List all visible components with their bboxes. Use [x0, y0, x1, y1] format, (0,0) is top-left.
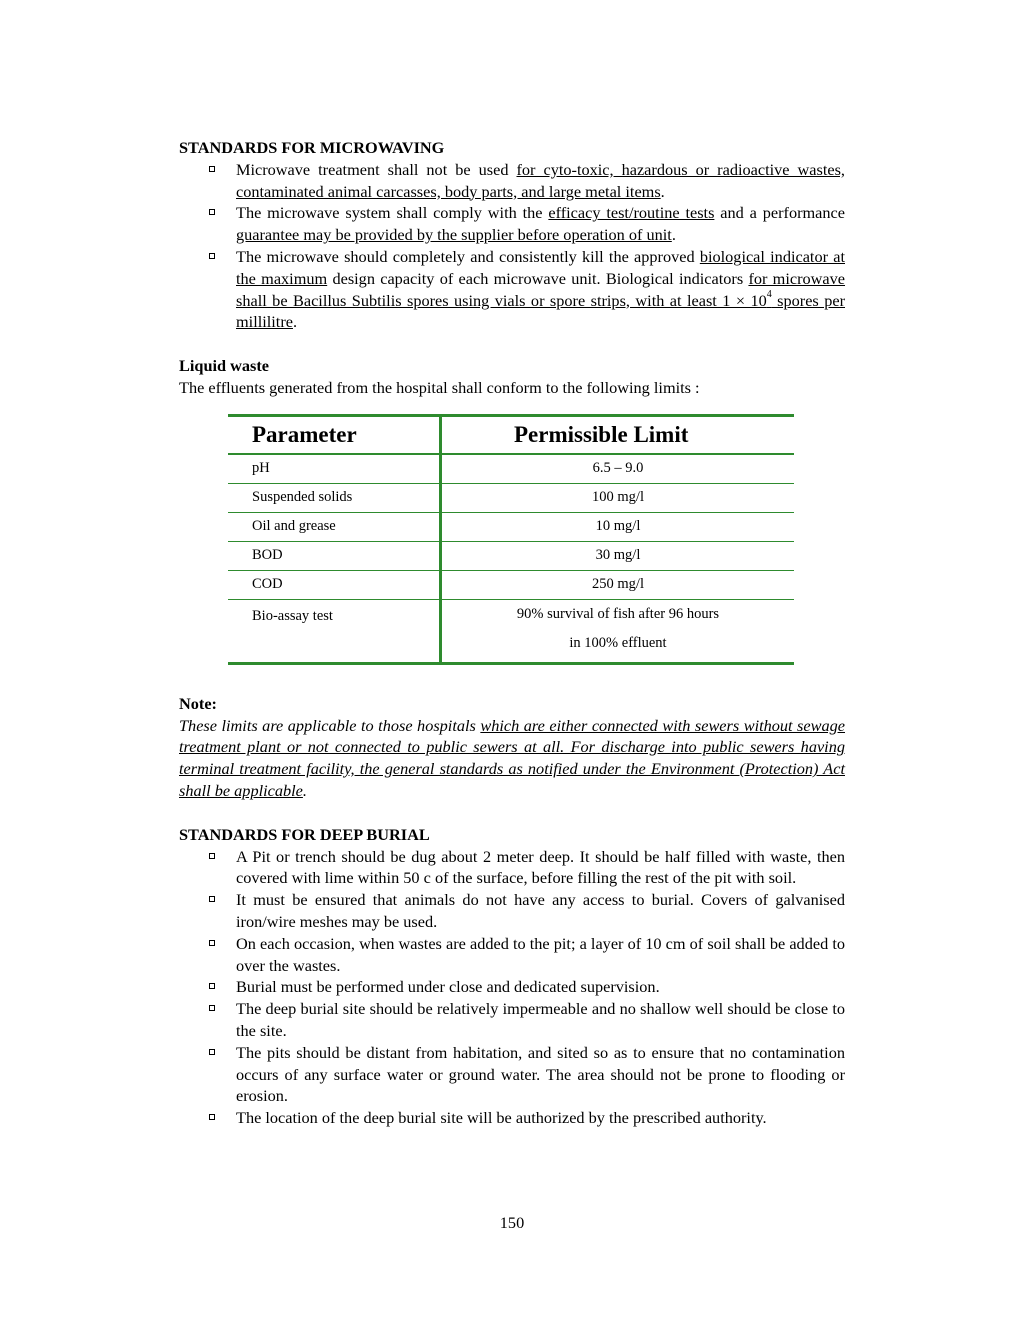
list-item-text: The deep burial site should be relatively impermeable and no shallow well should be close to the site.: [236, 999, 845, 1040]
spacer: [179, 665, 845, 693]
list-item: [179, 998, 845, 1042]
text-run: Microwave treatment shall not be used: [236, 159, 517, 179]
parameter-cell: pH: [228, 454, 441, 484]
parameter-cell: BOD: [228, 541, 441, 570]
square-bullet-icon: [209, 253, 215, 259]
list-item: [179, 202, 845, 246]
list-item-text: The pits should be distant from habitation, and sited so as to ensure that no contamination occurs of any surface water or ground water. The area should not be prone to flooding or erosion.: [236, 1042, 845, 1106]
list-item: [179, 1042, 845, 1107]
limit-cell: 250 mg/l: [441, 570, 795, 599]
deep-burial-heading: STANDARDS FOR DEEP BURIAL: [179, 824, 430, 844]
text-run: and a performance: [714, 203, 845, 223]
text-run: .: [671, 225, 676, 245]
parameter-cell: Bio-assay test: [228, 599, 441, 663]
table-header-row: [228, 415, 794, 454]
text-run: .: [302, 780, 307, 800]
spacer: [179, 802, 845, 824]
parameter-cell: Suspended solids: [228, 483, 441, 512]
underlined-text: biological indicator at the maximum: [236, 246, 845, 288]
deep-burial-list: [179, 846, 845, 1129]
microwaving-list: [179, 159, 845, 333]
list-item-text: It must be ensured that animals do not have any access to burial. Covers of galvanised iron/wire meshes may be used.: [236, 890, 845, 931]
underlined-text: for cyto-toxic, hazardous or radioactive wastes, contaminated animal carcasses, body parts, and large metal items: [236, 159, 845, 201]
microwaving-heading: STANDARDS FOR MICROWAVING: [179, 138, 445, 157]
table-row: [228, 512, 794, 541]
parameter-cell: COD: [228, 570, 441, 599]
table-row: [228, 483, 794, 512]
list-item: [179, 159, 845, 203]
liquid-waste-intro: The effluents generated from the hospital shall conform to the following limits :: [179, 377, 700, 397]
limit-cell: 100 mg/l: [441, 483, 795, 512]
page-number: 150: [499, 1213, 525, 1232]
square-bullet-icon: [209, 983, 215, 989]
square-bullet-icon: [209, 853, 215, 859]
limit-cell: 30 mg/l: [441, 541, 795, 570]
list-item: [179, 889, 845, 933]
square-bullet-icon: [209, 1049, 215, 1055]
list-item: [179, 933, 845, 977]
spacer: [179, 333, 845, 355]
square-bullet-icon: [209, 1005, 215, 1011]
text-run: design capacity of each microwave unit. Biological indicators: [327, 268, 749, 288]
list-item: [179, 246, 845, 333]
note-body: [179, 715, 845, 802]
limit-cell: 10 mg/l: [441, 512, 795, 541]
list-item-text: A Pit or trench should be dug about 2 meter deep. It should be half filled with waste, then covered with lime within 50 c of the surface, before filling the rest of the pit with soil.: [236, 846, 845, 888]
table-row: [228, 570, 794, 599]
table-row: [228, 454, 794, 484]
superscript: 4: [766, 289, 772, 301]
header-parameter: Parameter: [228, 415, 441, 454]
text-run: spores per millilitre: [236, 290, 845, 332]
table-row: [228, 599, 794, 663]
parameter-cell: Oil and grease: [228, 512, 441, 541]
table-row: [228, 541, 794, 570]
underlined-text: efficacy test/routine tests: [548, 203, 715, 223]
liquid-waste-heading: Liquid waste: [179, 356, 270, 376]
list-item: [179, 1107, 845, 1129]
square-bullet-icon: [209, 940, 215, 946]
effluent-limits-table: [228, 414, 794, 665]
square-bullet-icon: [209, 209, 215, 215]
list-item-text: On each occasion, when wastes are added to the pit; a layer of 10 cm of soil shall be added to over the wastes.: [236, 933, 845, 975]
list-item-text: Burial must be performed under close and dedicated supervision.: [236, 977, 660, 997]
header-permissible-limit: Permissible Limit: [441, 415, 795, 454]
list-item: [179, 976, 845, 998]
limit-line: 90% survival of fish after 96 hours: [516, 605, 720, 622]
text-run: .: [660, 181, 665, 201]
text-run: for microwave shall be Bacillus Subtilis spores using vials or spore strips, with at least 1 × 10: [236, 268, 846, 310]
text-run: .: [292, 312, 298, 332]
limit-line: in 100% effluent: [569, 634, 667, 651]
list-item-text: The location of the deep burial site will be authorized by the prescribed authority.: [236, 1108, 767, 1128]
underlined-text: guarantee may be provided by the supplier before operation of unit: [236, 225, 672, 245]
text-run: The microwave system shall comply with the: [236, 203, 549, 223]
note-heading: Note:: [179, 693, 217, 713]
limit-cell: [441, 599, 795, 663]
text-run: The microwave should completely and consistently kill the approved: [236, 246, 700, 266]
text-run: These limits are applicable to those hospitals: [179, 715, 481, 735]
underlined-text: which are either connected with sewers without sewage treatment plant or not connected to public sewers at all. For discharge into public sewers having terminal treatment facility, the general standards as notified under the Environment (Protection) Act shall be applicable: [179, 715, 845, 800]
square-bullet-icon: [209, 166, 215, 172]
square-bullet-icon: [209, 896, 215, 902]
list-item: [179, 846, 845, 890]
document-page: [179, 137, 845, 1129]
limit-cell: 6.5 – 9.0: [441, 454, 795, 484]
square-bullet-icon: [209, 1114, 215, 1120]
